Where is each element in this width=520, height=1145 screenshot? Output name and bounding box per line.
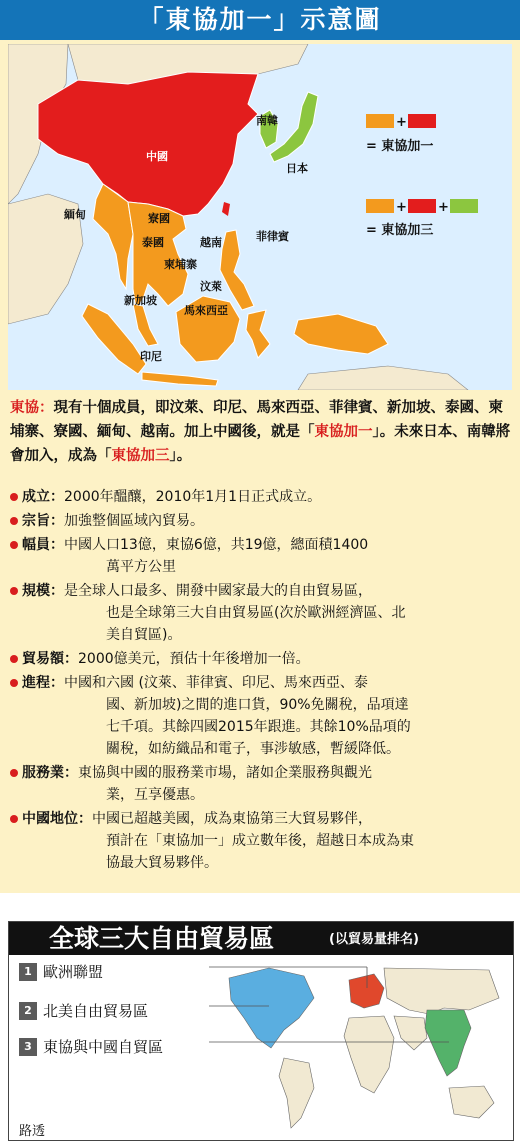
item-head: 幅員：	[22, 537, 64, 553]
page-title: 「東協加一」示意圖	[138, 5, 382, 34]
item-head: 宗旨：	[22, 513, 64, 529]
bullet-icon	[10, 815, 18, 823]
label-china: 中國	[146, 150, 168, 163]
bullet-icon	[10, 769, 18, 777]
item-text: 中國人口13億，東協6億，共19億，總面積1400	[64, 537, 369, 553]
legend-asean-plus-three: = 東協加三	[366, 223, 434, 238]
source-credit: 路透	[19, 1124, 46, 1139]
item-text: 2000億美元，預估十年後增加一倍。	[78, 651, 310, 667]
label-vietnam: 越南	[200, 236, 222, 249]
bullet-icon	[10, 517, 18, 525]
rank-item-2	[19, 1000, 148, 1018]
item-head: 中國地位：	[22, 811, 92, 827]
bottom-subtitle: (以貿易量排名)	[329, 932, 419, 947]
bullet-icon	[10, 679, 18, 687]
rank-label: 北美自由貿易區	[43, 1002, 149, 1020]
north-america-region	[229, 968, 314, 1048]
label-japan: 日本	[286, 162, 308, 175]
label-laos: 寮國	[148, 212, 170, 225]
bullet-icon	[10, 541, 18, 549]
label-malaysia: 馬來西亞	[184, 304, 228, 317]
label-indonesia: 印尼	[140, 350, 162, 363]
item-head: 規模：	[22, 583, 64, 599]
item-continuation: 關稅，如紡織品和電子，事涉敏感，暫緩降低。	[106, 741, 400, 757]
list-item	[10, 648, 515, 670]
africa-land	[344, 1016, 394, 1093]
list-item	[10, 762, 515, 806]
item-head: 成立：	[22, 489, 64, 505]
russia-land	[384, 968, 499, 1014]
list-item	[10, 510, 515, 532]
legend-plus-3: +	[438, 200, 449, 215]
australia-land	[449, 1086, 494, 1118]
trade-zones-panel	[8, 921, 514, 1141]
legend-asean-swatch-2	[366, 199, 394, 213]
item-continuation: 業，互享優惠。	[106, 787, 204, 803]
rank-item-1	[19, 961, 103, 979]
label-philippines: 菲律賓	[256, 230, 289, 243]
item-head: 進程：	[22, 675, 64, 691]
legend-asean-plus-one: = 東協加一	[366, 139, 434, 154]
intro-paragraph	[10, 396, 512, 468]
list-item	[10, 808, 515, 874]
item-text: 東協與中國的服務業市場，諸如企業服務與觀光	[78, 765, 372, 781]
asean-map	[8, 44, 512, 390]
label-thailand: 泰國	[142, 236, 164, 249]
bottom-title: 全球三大自由貿易區	[49, 924, 275, 953]
item-continuation: 國、新加坡)之間的進口貨，90%免關稅，品項達	[106, 697, 409, 713]
item-text: 加強整個區域內貿易。	[64, 513, 204, 529]
legend-china-swatch	[408, 114, 436, 128]
item-continuation: 協最大貿易夥伴。	[106, 855, 218, 871]
list-item	[10, 534, 515, 578]
label-korea: 南韓	[256, 114, 278, 127]
label-brunei: 汶萊	[200, 280, 222, 293]
world-map	[209, 958, 509, 1136]
label-myanmar: 緬甸	[64, 208, 86, 221]
item-continuation: 萬平方公里	[106, 559, 176, 575]
item-text: 是全球人口最多、開發中國家最大的自由貿易區，	[64, 583, 372, 599]
legend-asean-swatch	[366, 114, 394, 128]
intro-text-1: 現有十個成員，即汶萊、印尼、馬來西亞、菲律賓、新加坡、泰國、柬埔寨、寮國、緬甸、越南。加上中國後，就是「	[10, 400, 503, 440]
intro-asean-plus-one: 東協加一	[314, 424, 373, 440]
bullet-icon	[10, 655, 18, 663]
legend-china-swatch-2	[408, 199, 436, 213]
bullet-icon	[10, 587, 18, 595]
intro-lead: 東協：	[10, 400, 54, 416]
item-head: 貿易額：	[22, 651, 78, 667]
china-asean-region	[425, 1010, 471, 1076]
item-text: 中國已超越美國，成為東協第三大貿易夥伴，	[92, 811, 372, 827]
item-text: 2000年醞釀，2010年1月1日正式成立。	[64, 489, 322, 505]
legend-plus-2: +	[396, 200, 407, 215]
item-head: 服務業：	[22, 765, 78, 781]
south-america-land	[279, 1058, 314, 1128]
label-singapore: 新加坡	[124, 294, 157, 307]
item-text: 中國和六國 (汶萊、菲律賓、印尼、馬來西亞、泰	[64, 675, 368, 691]
rank-number: 2	[19, 1002, 37, 1020]
europe-region	[349, 974, 384, 1008]
item-continuation: 七千項。其餘四國2015年跟進。其餘10%品項的	[106, 719, 411, 735]
list-item	[10, 580, 515, 646]
rank-label: 東協與中國自貿區	[43, 1038, 164, 1056]
rank-item-3	[19, 1036, 163, 1054]
item-continuation: 美自貿區)。	[106, 627, 182, 643]
south-asia-land	[394, 1016, 427, 1050]
list-item	[10, 672, 515, 760]
intro-text-2: 」。未來日本、南韓將會加入，成為「	[10, 424, 511, 464]
list-item	[10, 486, 515, 508]
item-continuation: 預計在「東協加一」成立數年後，超越日本成為東	[106, 833, 414, 849]
item-continuation: 也是全球第三大自由貿易區(次於歐洲經濟區、北	[106, 605, 406, 621]
intro-text-3: 」。	[169, 448, 192, 464]
facts-list	[10, 486, 515, 876]
rank-label: 歐洲聯盟	[43, 963, 104, 981]
intro-asean-plus-three: 東協加三	[111, 448, 170, 464]
legend-plus: +	[396, 115, 407, 130]
legend-jpkr-swatch	[450, 199, 478, 213]
rank-number: 3	[19, 1038, 37, 1056]
rank-number: 1	[19, 963, 37, 981]
label-cambodia: 柬埔寨	[164, 258, 197, 271]
bullet-icon	[10, 493, 18, 501]
